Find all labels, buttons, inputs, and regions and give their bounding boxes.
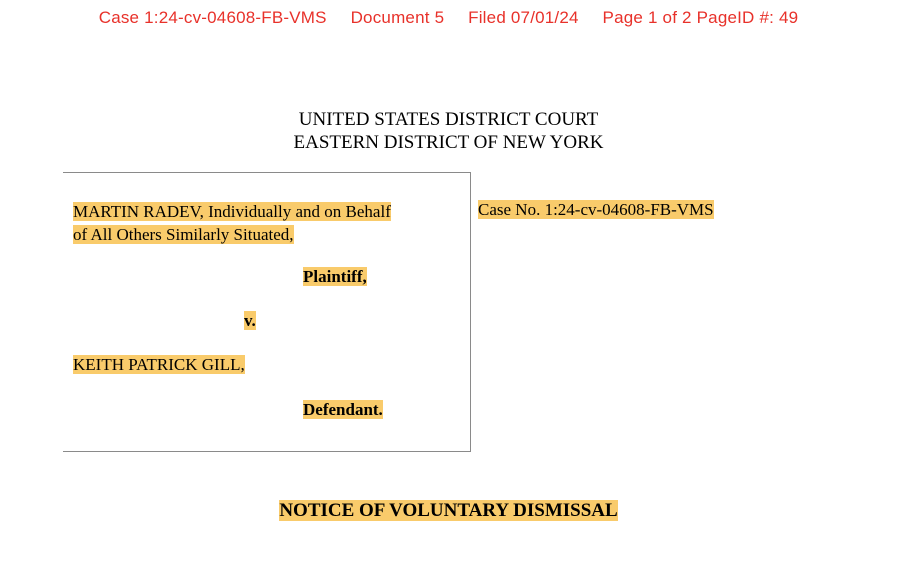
plaintiff-name-block bbox=[73, 200, 463, 246]
court-heading bbox=[0, 108, 897, 154]
ecf-case-number: Case 1:24-cv-04608-FB-VMS bbox=[98, 8, 327, 27]
defendant-role-text: Defendant. bbox=[303, 400, 383, 419]
caption-top-rule bbox=[63, 172, 471, 173]
court-name-line: UNITED STATES DISTRICT COURT bbox=[298, 109, 599, 130]
ecf-page-id: Page 1 of 2 PageID #: 49 bbox=[602, 8, 799, 27]
case-caption-box bbox=[63, 172, 833, 452]
plaintiff-name-line-1: MARTIN RADEV, Individually and on Behalf bbox=[73, 202, 391, 221]
court-district-line: EASTERN DISTRICT OF NEW YORK bbox=[293, 132, 604, 153]
defendant-name-text: KEITH PATRICK GILL, bbox=[73, 355, 245, 374]
versus-text: v. bbox=[244, 311, 256, 330]
case-number-text: Case No. 1:24-cv-04608-FB-VMS bbox=[478, 200, 714, 219]
ecf-document-number: Document 5 bbox=[350, 8, 445, 27]
ecf-filed-date: Filed 07/01/24 bbox=[468, 8, 579, 27]
caption-right-rule bbox=[470, 172, 471, 452]
defendant-name bbox=[73, 355, 245, 375]
plaintiff-name-line-2: of All Others Similarly Situated, bbox=[73, 225, 294, 244]
case-number-field bbox=[478, 200, 714, 220]
caption-bottom-rule bbox=[63, 451, 471, 452]
document-title bbox=[0, 500, 897, 522]
defendant-role-label bbox=[303, 400, 383, 420]
document-title-text: NOTICE OF VOLUNTARY DISMISSAL bbox=[279, 500, 618, 521]
plaintiff-role-label bbox=[303, 267, 367, 287]
ecf-header-stamp bbox=[0, 8, 897, 28]
plaintiff-role-text: Plaintiff, bbox=[303, 267, 367, 286]
versus-label bbox=[244, 311, 256, 331]
